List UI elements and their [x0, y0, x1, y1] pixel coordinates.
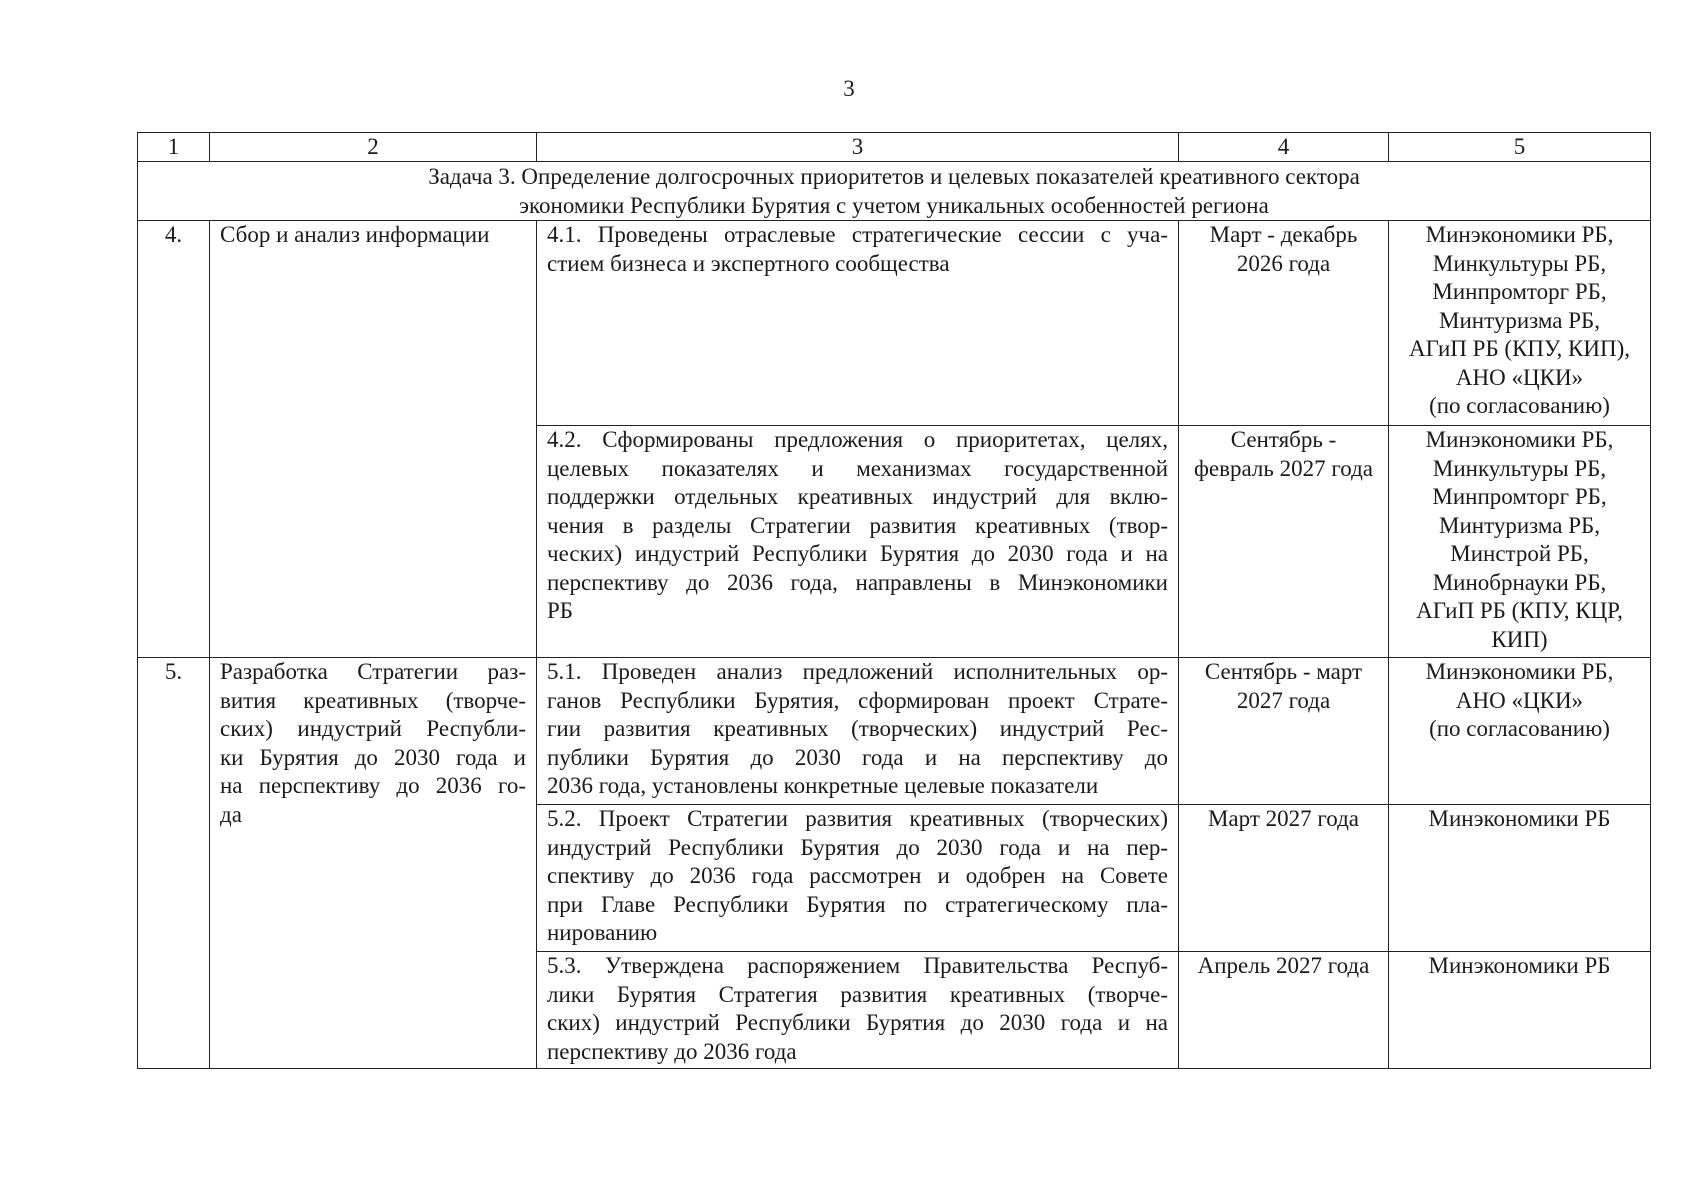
executor-cell	[1389, 805, 1651, 952]
text-line: АГиП РБ (КПУ, КИП),	[1408, 336, 1631, 361]
text-line: чения в разделы Стратегии развития креативных (твор-	[547, 512, 1168, 538]
text-line: АНО «ЦКИ»	[1455, 364, 1584, 390]
text-line: Сбор и анализ информации	[220, 222, 490, 247]
text-line: Разработка Стратегии раз-	[220, 659, 526, 684]
executor-cell	[1389, 426, 1651, 658]
text-line: Март 2027 года	[1207, 806, 1360, 831]
text-line: Минпромторг РБ,	[1432, 484, 1607, 509]
text-line: стием бизнеса и экспертного сообщества	[547, 250, 950, 276]
text-line: да	[220, 801, 242, 827]
text-line: экономики Республики Бурятия с учетом уникальных особенностей региона	[519, 193, 1269, 218]
text-line: Задача 3. Определение долгосрочных приоритетов и целевых показателей креативного сектора	[428, 164, 1360, 189]
text-line: лики Бурятия Стратегия развития креативных (творче-	[547, 981, 1168, 1007]
term-cell	[1179, 426, 1389, 658]
text-line: Март - декабрь	[1209, 222, 1358, 247]
text-line: Минэкономики РБ,	[1425, 427, 1614, 452]
text-line: КИП)	[1491, 626, 1548, 652]
text-line: на перспективу до 2036 го-	[220, 773, 526, 798]
text-line: перспективу до 2036 года	[547, 1038, 797, 1064]
text-line: ских) индустрий Республи-	[220, 716, 526, 741]
text-line: нированию	[547, 920, 658, 945]
row-number: 5.	[138, 658, 210, 1069]
result-cell	[537, 952, 1179, 1069]
text-line: 2026 года	[1236, 250, 1331, 276]
result-cell	[537, 426, 1179, 658]
activity-cell	[210, 221, 537, 658]
text-line: поддержки отдельных креативных индустрий для вклю-	[547, 484, 1168, 509]
result-cell	[537, 658, 1179, 805]
column-number-4: 4	[1179, 133, 1389, 162]
text-line: вития креативных (творче-	[220, 687, 526, 713]
text-line: февраль 2027 года	[1194, 455, 1373, 481]
header-row	[138, 133, 1651, 162]
text-line: индустрий Республики Бурятия до 2030 года и на пер-	[547, 834, 1168, 860]
text-line: ганов Республики Бурятия, сформирован проект Страте-	[547, 687, 1168, 713]
page-number: 3	[843, 76, 855, 101]
text-line: публики Бурятия до 2030 года и на перспективу до	[547, 744, 1168, 770]
text-line: Минэкономики РБ	[1428, 953, 1611, 978]
activity-cell	[210, 658, 537, 1069]
text-line: Минобрнауки РБ,	[1432, 569, 1607, 595]
table-row	[138, 658, 1651, 805]
term-cell	[1179, 952, 1389, 1069]
text-line: Апрель 2027 года	[1197, 953, 1370, 978]
text-line: Сентябрь -	[1230, 427, 1337, 452]
text-line: АНО «ЦКИ»	[1455, 687, 1584, 713]
task-heading	[138, 162, 1651, 221]
text-line: Минэкономики РБ,	[1425, 659, 1614, 684]
text-line: 5.1. Проведен анализ предложений исполнительных ор-	[547, 659, 1168, 684]
executor-cell	[1389, 221, 1651, 426]
text-line: при Главе Республики Бурятия по стратегическому пла-	[547, 891, 1168, 917]
text-line: спективу до 2036 года рассмотрен и одобрен на Совете	[547, 863, 1168, 888]
text-line: Минкультуры РБ,	[1432, 250, 1607, 276]
text-line: 4.1. Проведены отраслевые стратегические сессии с уча-	[547, 222, 1168, 247]
text-line: Минтуризма РБ,	[1439, 307, 1600, 333]
column-number-3: 3	[537, 133, 1179, 162]
text-line: 5.3. Утверждена распоряжением Правительства Респуб-	[547, 953, 1168, 978]
text-line: РБ	[547, 598, 573, 623]
table-row	[138, 221, 1651, 426]
text-line: 5.2. Проект Стратегии развития креативных (творческих)	[547, 806, 1168, 831]
row-number: 4.	[138, 221, 210, 658]
term-cell	[1179, 221, 1389, 426]
text-line: перспективу до 2036 года, направлены в Минэкономики	[547, 569, 1168, 595]
column-number-5: 5	[1389, 133, 1651, 162]
text-line: гии развития креативных (творческих) индустрий Рес-	[547, 716, 1168, 741]
task-row	[138, 162, 1651, 221]
text-line: Сентябрь - март	[1204, 659, 1363, 684]
column-number-1: 1	[138, 133, 210, 162]
text-line: ческих) индустрий Республики Бурятия до 2030 года и на	[547, 541, 1168, 566]
text-line: Минстрой РБ,	[1450, 541, 1589, 566]
text-line: Минтуризма РБ,	[1439, 512, 1600, 538]
text-line: (по согласованию)	[1429, 716, 1610, 741]
text-line: ских) индустрий Республики Бурятия до 2030 года и на	[547, 1010, 1168, 1035]
text-line: 4.2. Сформированы предложения о приоритетах, целях,	[547, 427, 1168, 452]
result-cell	[537, 805, 1179, 952]
text-line: Минпромторг РБ,	[1432, 279, 1607, 304]
result-cell	[537, 221, 1179, 426]
text-line: АГиП РБ (КПУ, КЦР,	[1416, 598, 1623, 623]
text-line: 2027 года	[1236, 687, 1331, 713]
text-line: Минкультуры РБ,	[1432, 455, 1607, 481]
text-line: Минэкономики РБ	[1428, 806, 1611, 831]
term-cell	[1179, 658, 1389, 805]
text-line: 2036 года, установлены конкретные целевые показатели	[547, 773, 1099, 798]
executor-cell	[1389, 952, 1651, 1069]
executor-cell	[1389, 658, 1651, 805]
text-line: ки Бурятия до 2030 года и	[220, 744, 526, 770]
text-line: Минэкономики РБ,	[1425, 222, 1614, 247]
text-line: (по согласованию)	[1429, 393, 1610, 418]
text-line: целевых показателях и механизмах государственной	[547, 455, 1168, 481]
column-number-2: 2	[210, 133, 537, 162]
term-cell	[1179, 805, 1389, 952]
activity-plan-table	[137, 132, 1651, 1069]
